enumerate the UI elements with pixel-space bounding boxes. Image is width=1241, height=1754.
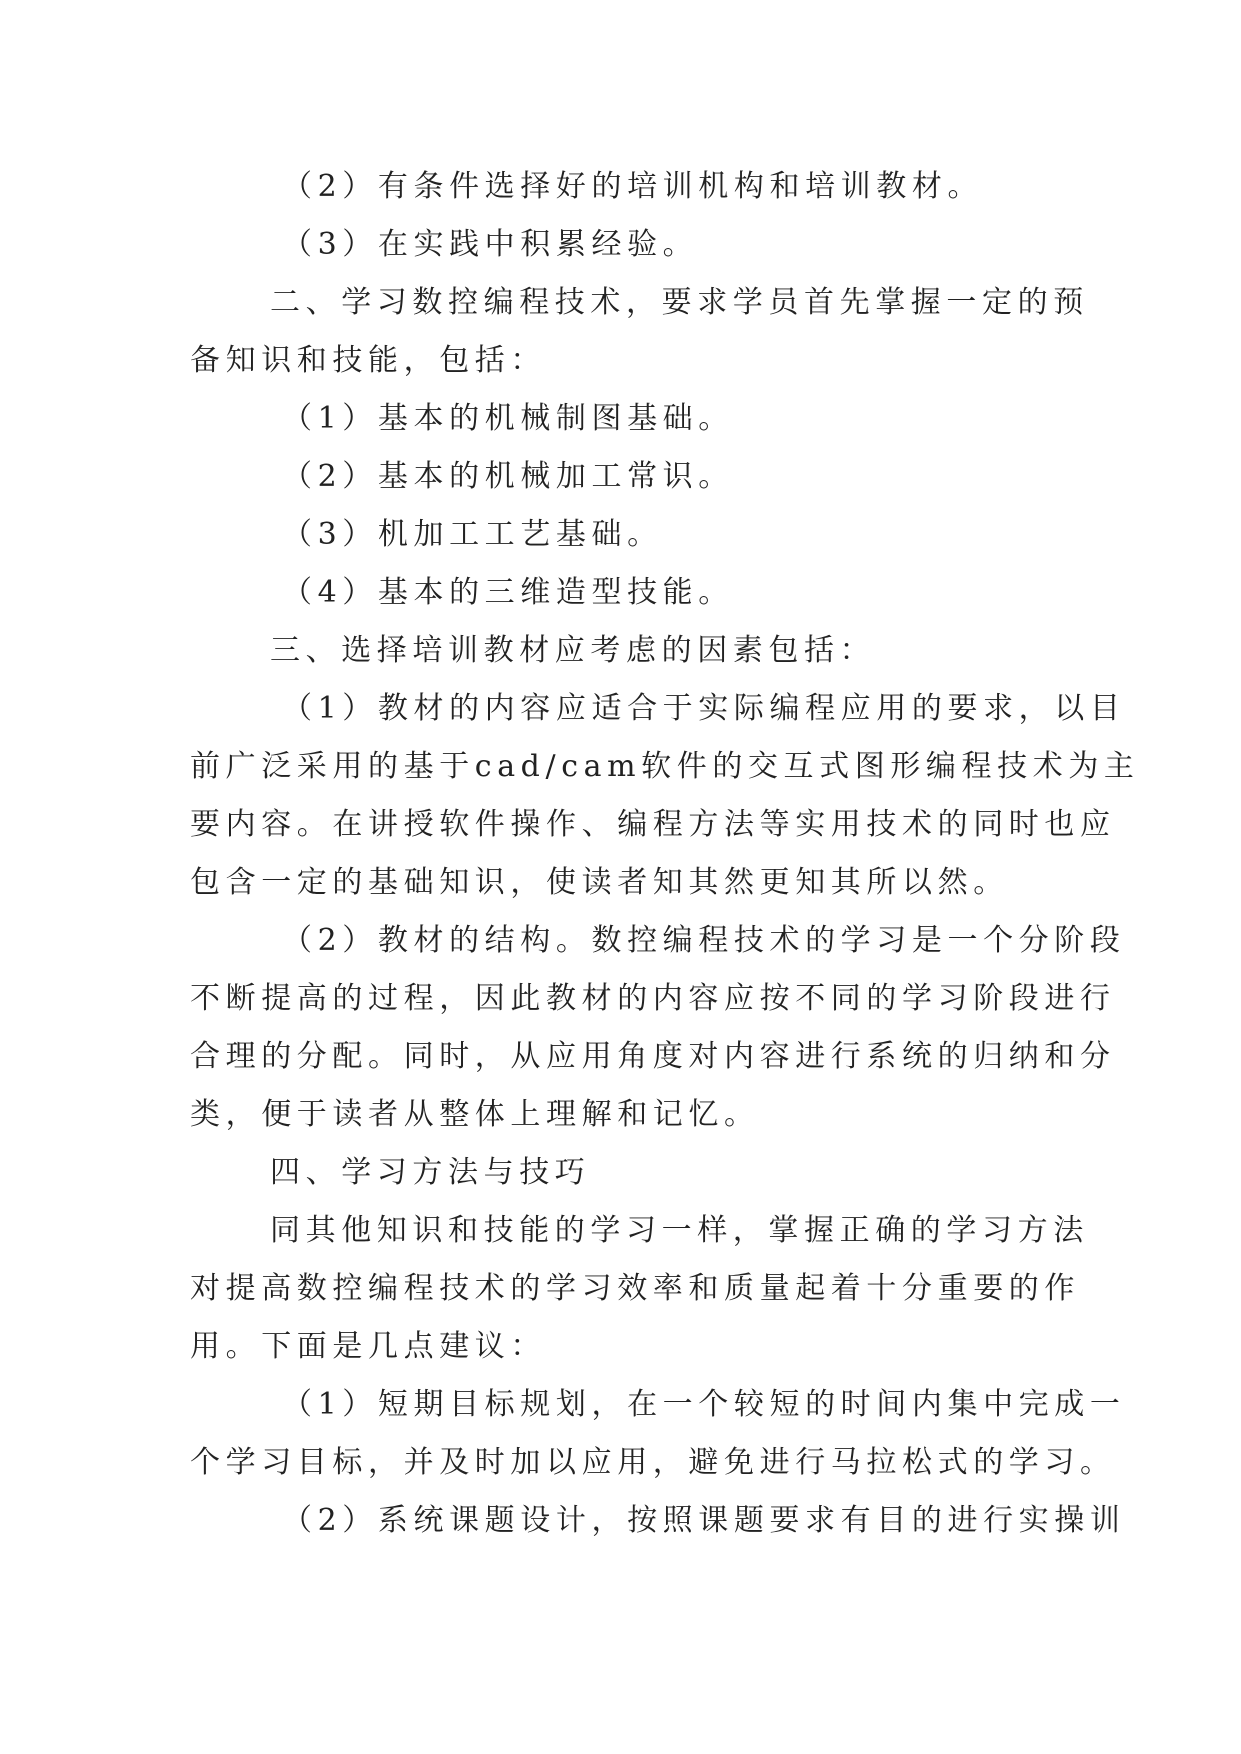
text-line: 对提高数控编程技术的学习效率和质量起着十分重要的作: [190, 1271, 1080, 1306]
text-line: 用。下面是几点建议：: [190, 1329, 546, 1364]
text-line: 包含一定的基础知识，使读者知其然更知其所以然。: [190, 865, 1009, 900]
text-line: （3）在实践中积累经验。: [282, 227, 699, 262]
section-heading-2: 二、学习数控编程技术，要求学员首先掌握一定的预: [270, 285, 1089, 320]
list-item: （3）机加工工艺基础。: [282, 517, 663, 552]
text-line: （2）教材的结构。数控编程技术的学习是一个分阶段: [282, 923, 1126, 958]
text-line: 类，便于读者从整体上理解和记忆。: [190, 1097, 760, 1132]
text-line: 合理的分配。同时，从应用角度对内容进行系统的归纳和分: [190, 1039, 1116, 1074]
list-item: （1）基本的机械制图基础。: [282, 401, 734, 436]
section-heading-4: 四、学习方法与技巧: [270, 1155, 591, 1190]
text-line: 不断提高的过程，因此教材的内容应按不同的学习阶段进行: [190, 981, 1116, 1016]
list-item: （4）基本的三维造型技能。: [282, 575, 734, 610]
text-line: 个学习目标，并及时加以应用，避免进行马拉松式的学习。: [190, 1445, 1116, 1480]
text-line: 同其他知识和技能的学习一样，掌握正确的学习方法: [270, 1213, 1089, 1248]
text-line: 备知识和技能，包括：: [190, 343, 546, 378]
text-line: 要内容。在讲授软件操作、编程方法等实用技术的同时也应: [190, 807, 1116, 842]
text-line: （2）系统课题设计，按照课题要求有目的进行实操训: [282, 1503, 1126, 1538]
text-line: （2）有条件选择好的培训机构和培训教材。: [282, 169, 984, 204]
list-item: （2）基本的机械加工常识。: [282, 459, 734, 494]
text-line: （1）教材的内容应适合于实际编程应用的要求，以目: [282, 691, 1126, 726]
text-line: （1）短期目标规划，在一个较短的时间内集中完成一: [282, 1387, 1126, 1422]
section-heading-3: 三、选择培训教材应考虑的因素包括：: [270, 633, 876, 668]
text-line: 前广泛采用的基于cad/cam软件的交互式图形编程技术为主: [190, 749, 1140, 784]
